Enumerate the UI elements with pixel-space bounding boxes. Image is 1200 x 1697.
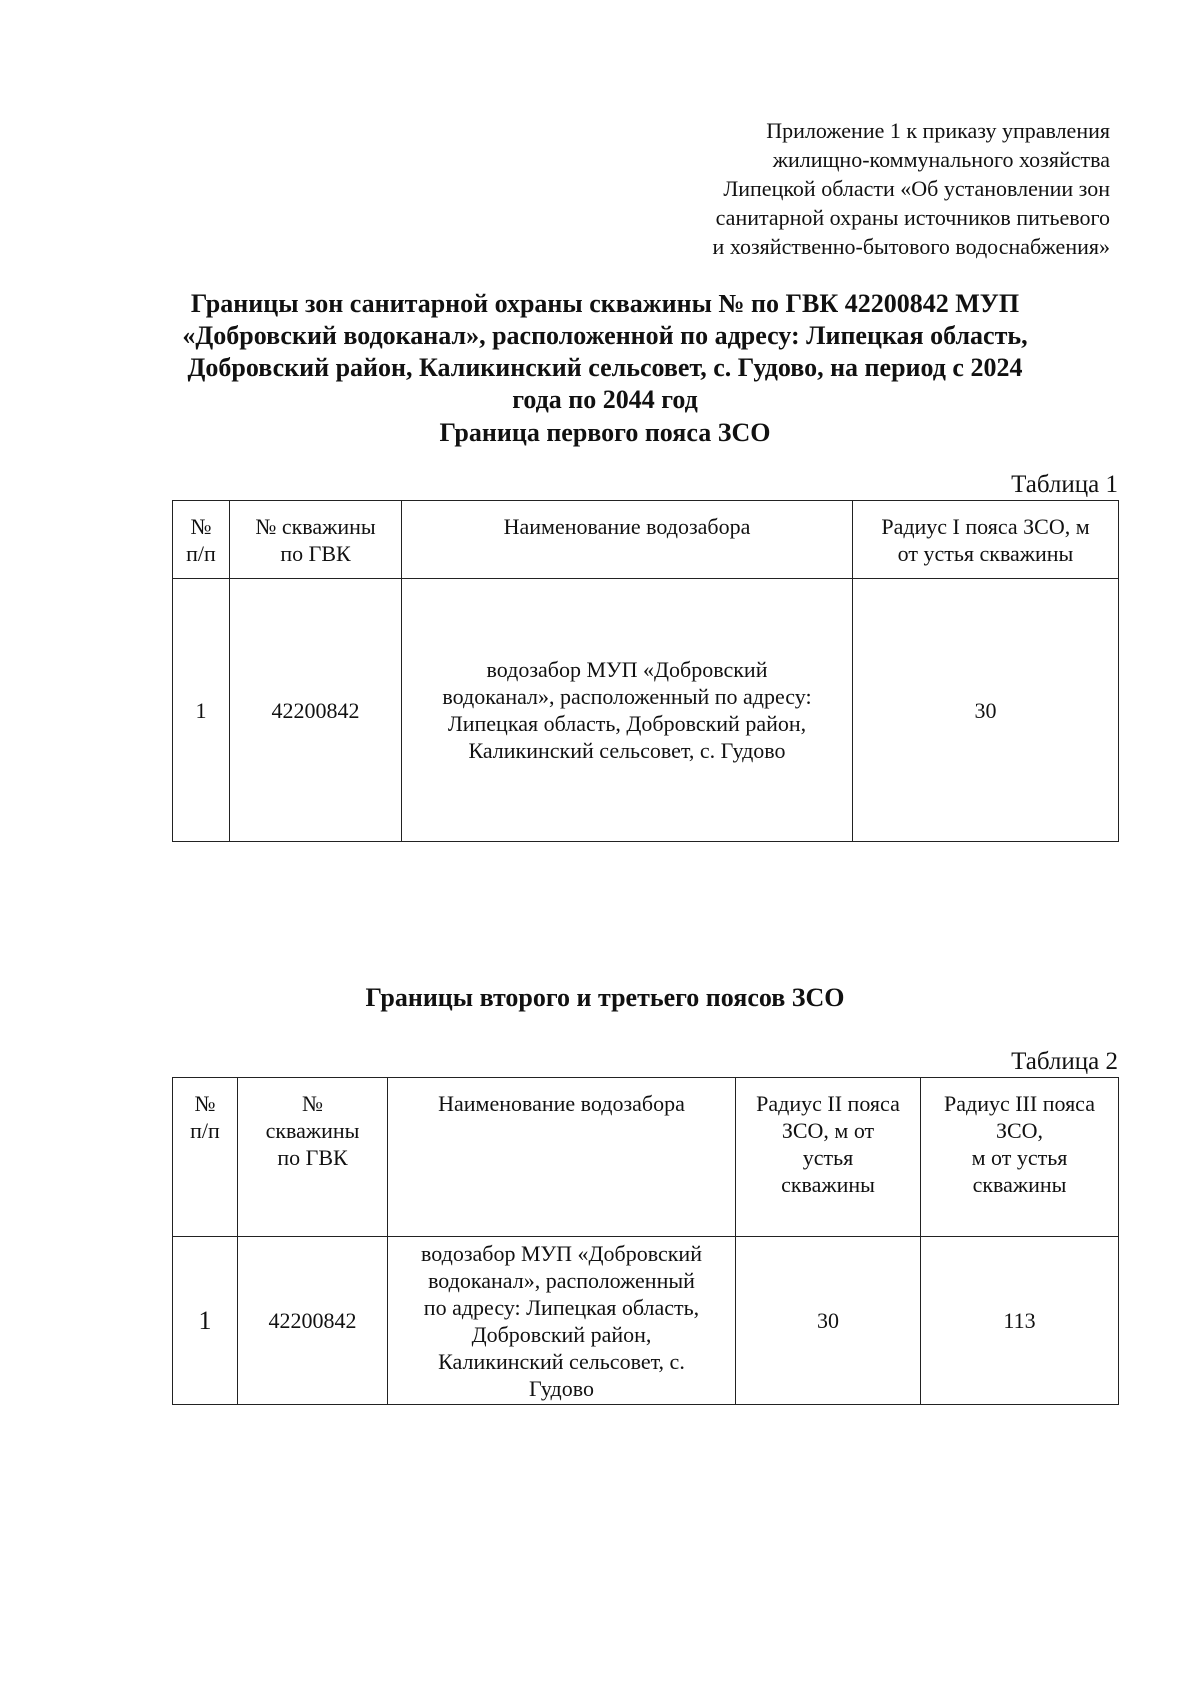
header-text: № (194, 1091, 216, 1116)
cell-well-id: 42200842 (230, 579, 402, 842)
header-cell-radius2 (736, 1078, 921, 1237)
header-text: Радиус II пояса (756, 1091, 900, 1116)
header-text: скважины (972, 1172, 1067, 1197)
title-line: Границы зон санитарной охраны скважины № по ГВК 42200842 МУП (190, 289, 1020, 318)
cell-text-line: водозабор МУП «Добровский (486, 657, 768, 682)
appendix-line: и хозяйственно-бытового водоснабжения» (712, 234, 1110, 259)
appendix-line: Приложение 1 к приказу управления (766, 118, 1110, 143)
header-text: Радиус I пояса ЗСО, м (881, 514, 1090, 539)
cell-text-line: Липецкая область, Добровский район, (447, 711, 807, 736)
cell-text-line: по адресу: Липецкая область, (423, 1294, 700, 1320)
cell-text-line: Гудово (529, 1375, 594, 1401)
table1-header-row (173, 501, 1119, 579)
table2-caption: Таблица 2 (1011, 1048, 1118, 1075)
cell-number: 1 (173, 579, 230, 842)
header-text: Наименование водозабора (503, 514, 751, 539)
header-text: № скважины (255, 514, 376, 539)
table2-header-row (173, 1078, 1119, 1237)
title-line: «Добровский водоканал», расположенной по адресу: Липецкая область, (182, 321, 1028, 350)
table1-caption: Таблица 1 (1011, 471, 1118, 498)
appendix-line: жилищно-коммунального хозяйства (772, 147, 1110, 172)
section2-heading: Границы второго и третьего поясов ЗСО (365, 983, 845, 1012)
header-text: Радиус III пояса (944, 1091, 1095, 1116)
header-text: № (302, 1091, 323, 1116)
header-cell-number (173, 501, 230, 579)
cell-text-line: Каликинский сельсовет, с. Гудово (468, 738, 786, 763)
appendix-note (510, 116, 1110, 261)
header-text: скважины (265, 1118, 360, 1143)
header-text: п/п (186, 541, 216, 566)
cell-text-line: водоканал», расположенный (428, 1267, 695, 1293)
appendix-line: санитарной охраны источников питьевого (715, 205, 1110, 230)
cell-intake-name (388, 1237, 736, 1405)
header-text: от устья скважины (897, 541, 1074, 566)
cell-number: 1 (173, 1237, 238, 1405)
header-cell-intake-name (388, 1078, 736, 1237)
header-text: ЗСО, (995, 1118, 1044, 1143)
table-row (173, 579, 1119, 842)
cell-well-id: 42200842 (238, 1237, 388, 1405)
appendix-line: Липецкой области «Об установлении зон (723, 176, 1110, 201)
header-cell-number (173, 1078, 238, 1237)
header-text: Наименование водозабора (438, 1091, 685, 1116)
header-cell-well (230, 501, 402, 579)
table-row (173, 1237, 1119, 1405)
cell-intake-name (402, 579, 853, 842)
cell-radius3: 113 (921, 1237, 1119, 1405)
header-cell-intake-name (402, 501, 853, 579)
header-text: устья (802, 1145, 854, 1170)
table1 (172, 500, 1119, 842)
section1-heading: Граница первого пояса ЗСО (439, 418, 771, 447)
cell-text-line: водозабор МУП «Добровский (421, 1240, 702, 1266)
header-text: ЗСО, м от (781, 1118, 875, 1143)
header-text: м от устья (971, 1145, 1068, 1170)
cell-text-line: водоканал», расположенный по адресу: (442, 684, 812, 709)
header-cell-radius3 (921, 1078, 1119, 1237)
table2 (172, 1077, 1119, 1405)
header-cell-well (238, 1078, 388, 1237)
cell-radius2: 30 (736, 1237, 921, 1405)
title-line: Добровский район, Каликинский сельсовет, с. Гудово, на период с 2024 (187, 353, 1023, 382)
cell-radius1: 30 (853, 579, 1119, 842)
cell-text-line: Каликинский сельсовет, с. (438, 1348, 685, 1374)
header-cell-radius1 (853, 501, 1119, 579)
cell-text-line: Добровский район, (471, 1321, 652, 1347)
header-text: п/п (190, 1118, 220, 1143)
document-title (170, 288, 1040, 416)
title-line: года по 2044 год (512, 385, 698, 414)
header-text: по ГВК (280, 541, 351, 566)
header-text: скважины (781, 1172, 875, 1197)
header-text: № (190, 514, 212, 539)
header-text: по ГВК (277, 1145, 348, 1170)
